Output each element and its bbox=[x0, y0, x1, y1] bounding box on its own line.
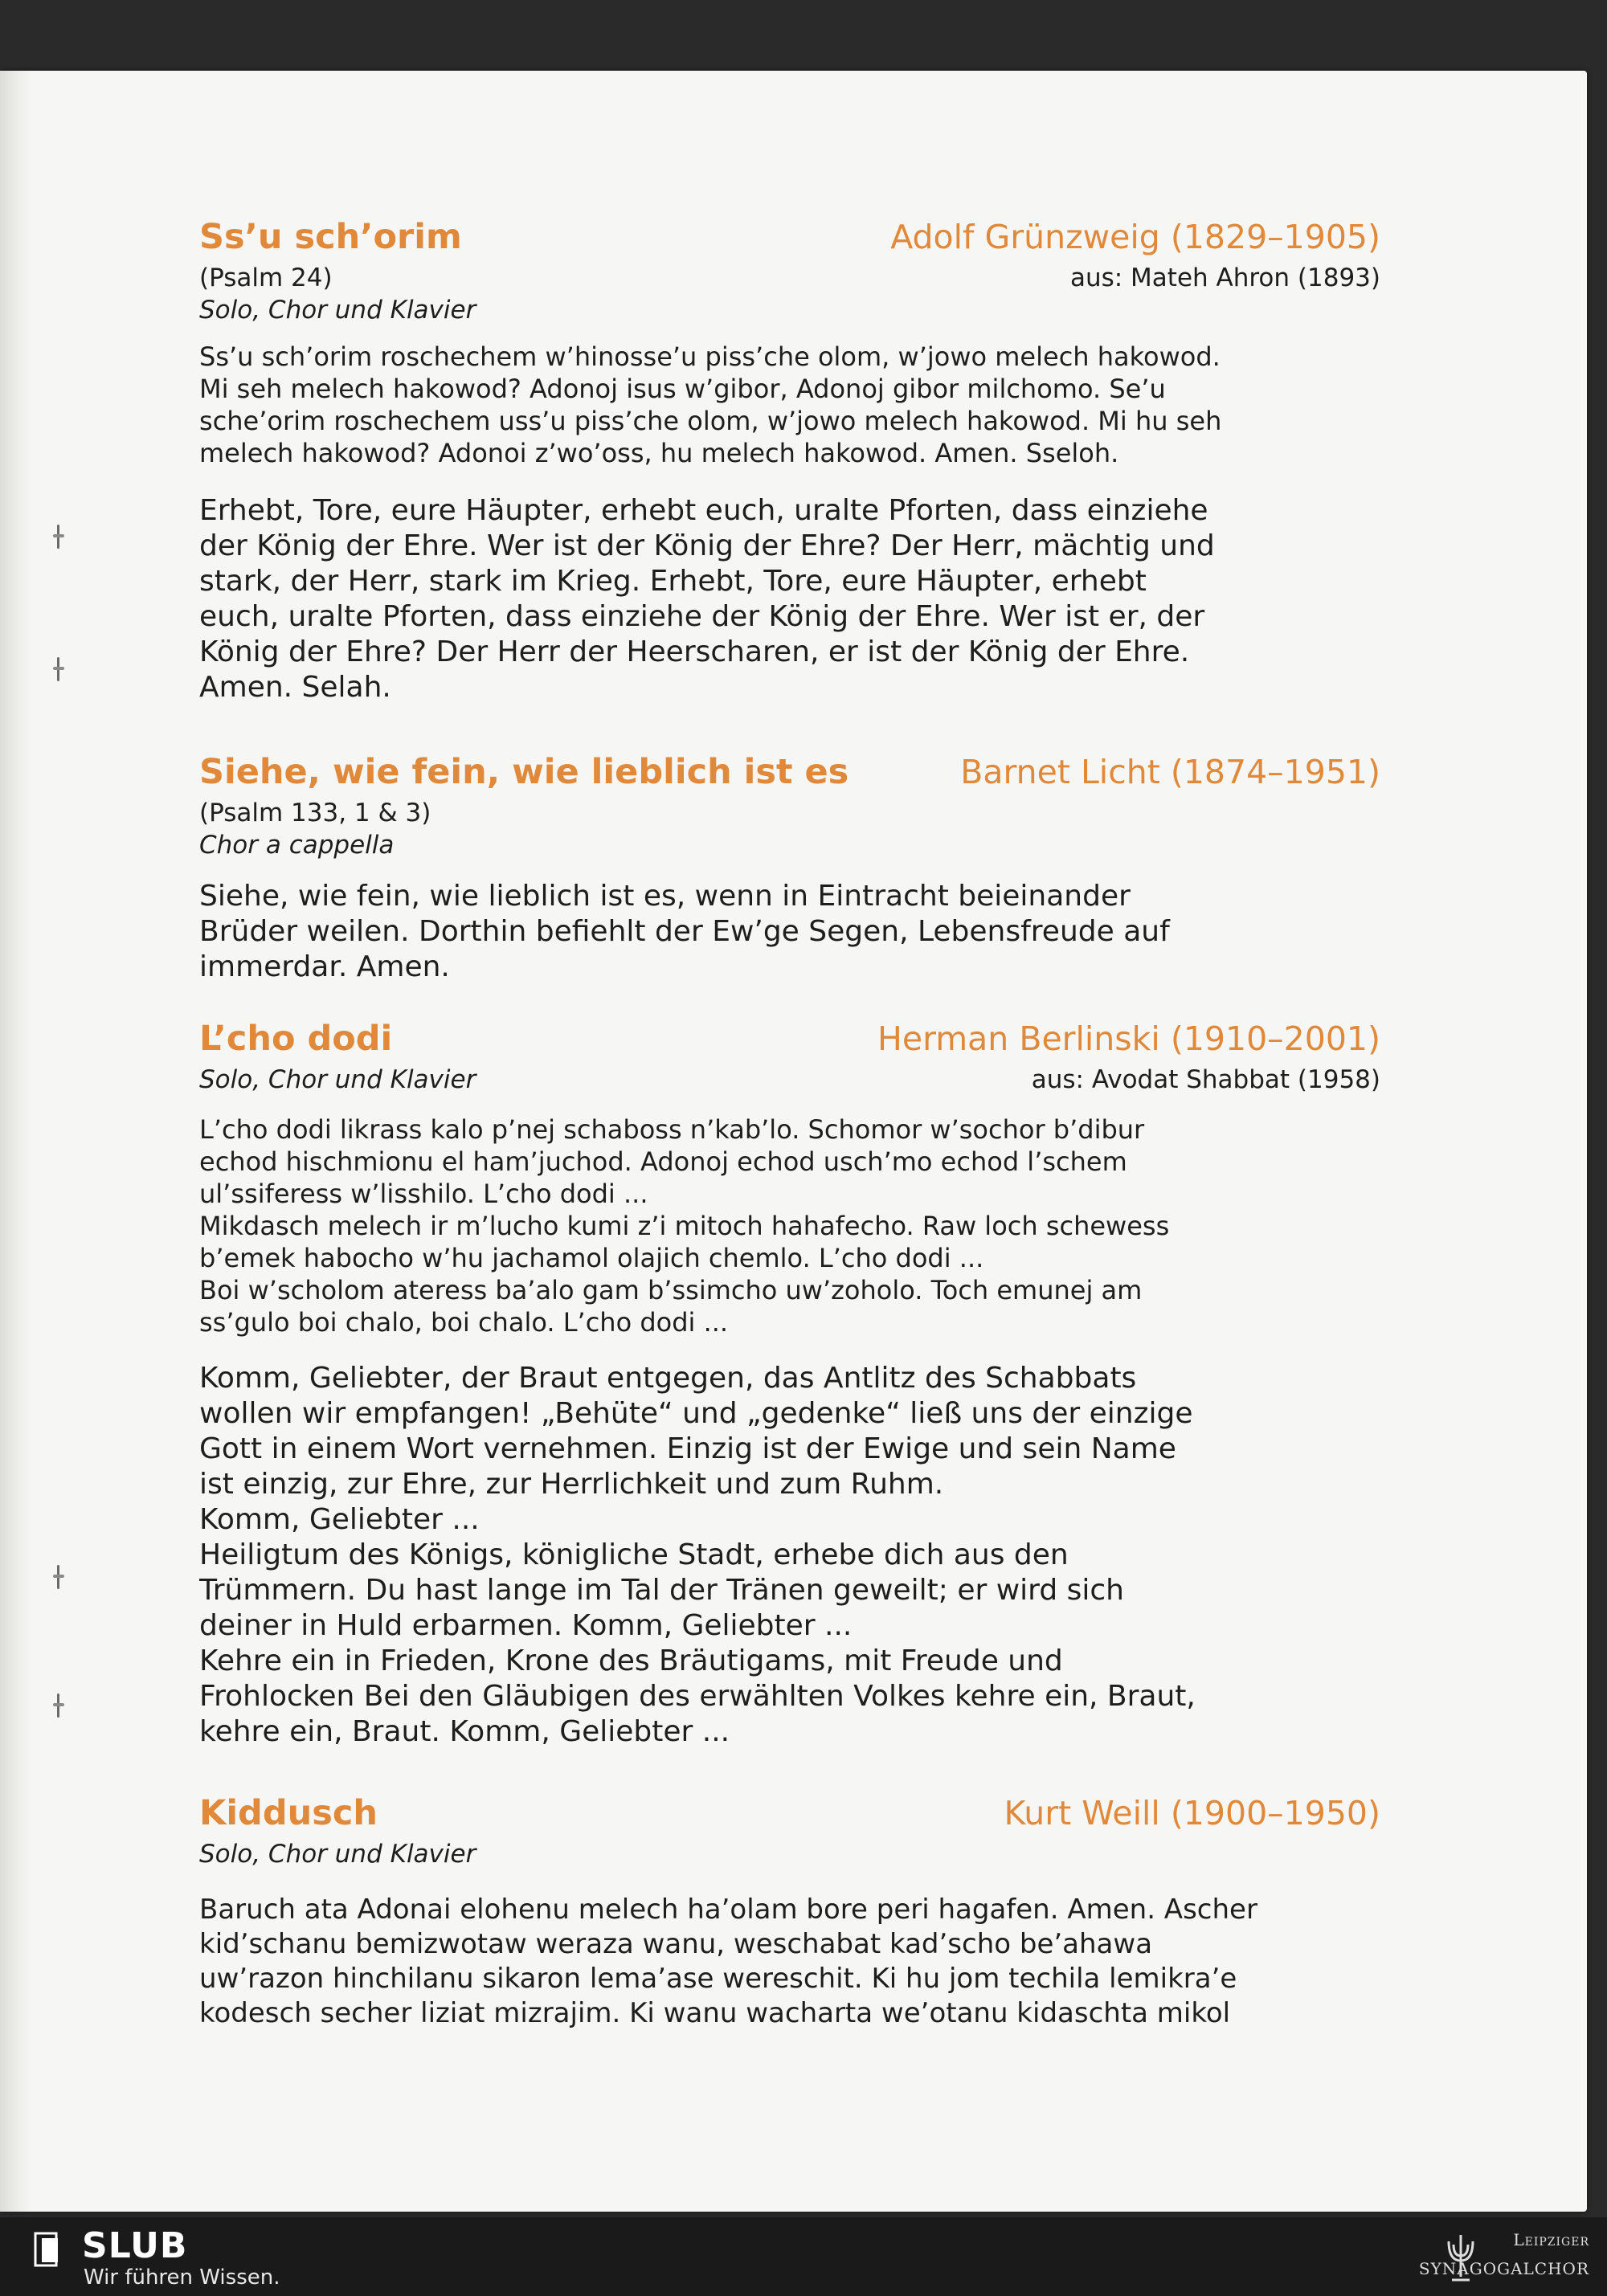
text-line: kid’schanu bemizwotaw weraza wanu, weschabat kad’scho be’ahawa bbox=[199, 1928, 1153, 1960]
text-line: Mikdasch melech ir m’lucho kumi z’i mitoch hahafecho. Raw loch schewess bbox=[199, 1211, 1170, 1241]
spine-fold bbox=[0, 71, 32, 2212]
text-line: Komm, Geliebter, der Braut entgegen, das Antlitz des Schabbats bbox=[199, 1362, 1137, 1395]
piece-origin: aus: Avodat Shabbat (1958) bbox=[1031, 1065, 1380, 1094]
choir-name-line2: SYNAGOGALCHOR bbox=[1418, 2259, 1589, 2278]
piece-title: Kiddusch bbox=[199, 1793, 378, 1833]
text-line: ist einzig, zur Ehre, zur Herrlichkeit und zum Ruhm. bbox=[199, 1468, 944, 1501]
piece-title: Siehe, wie fein, wie lieblich ist es bbox=[199, 752, 849, 792]
piece-scoring: Solo, Chor und Klavier bbox=[199, 1840, 476, 1869]
text-line: Boi w’scholom ateress ba’alo gam b’ssimcho uw’zoholo. Toch emunej am bbox=[199, 1275, 1143, 1305]
text-line: Kehre ein in Frieden, Krone des Bräutigams, mit Freude und bbox=[199, 1644, 1063, 1677]
text-line: Heiligtum des Königs, königliche Stadt, erhebe dich aus den bbox=[199, 1538, 1069, 1571]
text-line: sche’orim roschechem uss’u piss’che olom, w’jowo melech hakowod. Mi hu seh bbox=[199, 406, 1222, 436]
text-line: uw’razon hinchilanu sikaron lema’ase wereschit. Ki hu jom techila lemikra’e bbox=[199, 1963, 1237, 1995]
staple bbox=[53, 1565, 64, 1589]
composer: Herman Berlinski (1910–2001) bbox=[877, 1019, 1380, 1058]
text-line: ss’gulo boi chalo, boi chalo. L’cho dodi ... bbox=[199, 1307, 729, 1338]
staple bbox=[53, 657, 64, 681]
german-translation bbox=[199, 493, 1380, 705]
text-line: Frohlocken Bei den Gläubigen des erwählten Volkes kehre ein, Braut, bbox=[199, 1680, 1196, 1713]
piece-header bbox=[199, 1793, 1380, 1838]
text-line: immerdar. Amen. bbox=[199, 950, 450, 983]
text-line: Brüder weilen. Dorthin befiehlt der Ew’ge Segen, Lebensfreude auf bbox=[199, 915, 1170, 948]
composer: Barnet Licht (1874–1951) bbox=[960, 753, 1380, 791]
piece-origin: aus: Mateh Ahron (1893) bbox=[1069, 264, 1380, 292]
text-line: Siehe, wie fein, wie lieblich ist es, wenn in Eintracht beieinander bbox=[199, 880, 1131, 913]
text-line: Erhebt, Tore, eure Häupter, erhebt euch, uralte Pforten, dass einziehe bbox=[199, 494, 1208, 527]
composer: Adolf Grünzweig (1829–1905) bbox=[890, 218, 1380, 256]
slub-logo-icon bbox=[34, 2232, 63, 2267]
transliteration-text bbox=[199, 341, 1380, 469]
piece-title: Ss’u sch’orim bbox=[199, 217, 462, 257]
piece-header bbox=[199, 217, 1380, 262]
staple bbox=[53, 525, 64, 549]
piece-siehe-wie-fein bbox=[199, 752, 1380, 985]
german-translation bbox=[199, 1361, 1380, 1750]
piece-scoring: Solo, Chor und Klavier bbox=[199, 296, 476, 325]
piece-header bbox=[199, 752, 1380, 797]
library-tagline: Wir führen Wissen. bbox=[84, 2265, 280, 2290]
piece-header bbox=[199, 1019, 1380, 1064]
menorah-icon bbox=[1442, 2227, 1479, 2288]
text-line: Baruch ata Adonai elohenu melech ha’olam bore peri hagafen. Amen. Ascher bbox=[199, 1894, 1257, 1926]
transliteration-text bbox=[199, 1893, 1380, 2031]
piece-meta bbox=[199, 1064, 1380, 1096]
piece-meta bbox=[199, 797, 1380, 829]
text-line: echod hischmionu el ham’juchod. Adonoj echod usch’mo echod l’schem bbox=[199, 1146, 1127, 1177]
library-name: SLUB bbox=[82, 2225, 188, 2266]
transliteration-text bbox=[199, 1113, 1380, 1338]
text-line: L’cho dodi likrass kalo p’nej schaboss n’kab’lo. Schomor w’sochor b’dibur bbox=[199, 1114, 1145, 1145]
text-line: Mi seh melech hakowod? Adonoj isus w’gibor, Adonoj gibor milchomo. Se’u bbox=[199, 374, 1166, 404]
text-line: wollen wir empfangen! „Behüte“ und „gedenke“ ließ uns der einzige bbox=[199, 1397, 1193, 1430]
piece-lcho-dodi bbox=[199, 1019, 1380, 1750]
text-line: melech hakowod? Adonoi z’wo’oss, hu melech hakowod. Amen. Sseloh. bbox=[199, 438, 1119, 468]
text-line: deiner in Huld erbarmen. Komm, Geliebter ... bbox=[199, 1609, 853, 1642]
text-line: euch, uralte Pforten, dass einziehe der König der Ehre. Wer ist er, der bbox=[199, 600, 1205, 633]
piece-scoring: Chor a cappella bbox=[199, 831, 395, 860]
choir-name-line1: Leipziger bbox=[1513, 2230, 1589, 2249]
text-line: kehre ein, Braut. Komm, Geliebter ... bbox=[199, 1715, 730, 1748]
text-line: ul’ssiferess w’lisshilo. L’cho dodi ... bbox=[199, 1179, 648, 1209]
piece-meta bbox=[199, 262, 1380, 294]
text-line: Gott in einem Wort vernehmen. Einzig ist der Ewige und sein Name bbox=[199, 1432, 1176, 1465]
staple bbox=[53, 1693, 64, 1718]
text-line: stark, der Herr, stark im Krieg. Erhebt, Tore, eure Häupter, erhebt bbox=[199, 565, 1147, 598]
text-line: Komm, Geliebter ... bbox=[199, 1503, 480, 1536]
composer: Kurt Weill (1900–1950) bbox=[1004, 1794, 1380, 1832]
piece-scoring: Solo, Chor und Klavier bbox=[199, 1065, 476, 1094]
text-line: Amen. Selah. bbox=[199, 671, 391, 704]
text-line: kodesch secher liziat mizrajim. Ki wanu wacharta we’otanu kidaschta mikol bbox=[199, 1997, 1231, 2029]
piece-title: L’cho dodi bbox=[199, 1019, 393, 1059]
text-line: der König der Ehre. Wer ist der König der Ehre? Der Herr, mächtig und bbox=[199, 529, 1215, 562]
text-line: König der Ehre? Der Herr der Heerscharen, er ist der König der Ehre. bbox=[199, 635, 1190, 668]
text-line: Trümmern. Du hast lange im Tal der Tränen geweilt; er wird sich bbox=[199, 1574, 1124, 1607]
text-line: Ss’u sch’orim roschechem w’hinosse’u piss’che olom, w’jowo melech hakowod. bbox=[199, 341, 1221, 372]
piece-source: (Psalm 133, 1 & 3) bbox=[199, 799, 431, 827]
piece-kiddusch bbox=[199, 1793, 1380, 2031]
piece-source: (Psalm 24) bbox=[199, 264, 333, 292]
piece-ssu-schorim bbox=[199, 217, 1380, 705]
german-translation bbox=[199, 879, 1380, 985]
footer-bar bbox=[0, 2217, 1607, 2296]
text-line: b’emek habocho w’hu jachamol olajich chemlo. L’cho dodi ... bbox=[199, 1243, 984, 1273]
